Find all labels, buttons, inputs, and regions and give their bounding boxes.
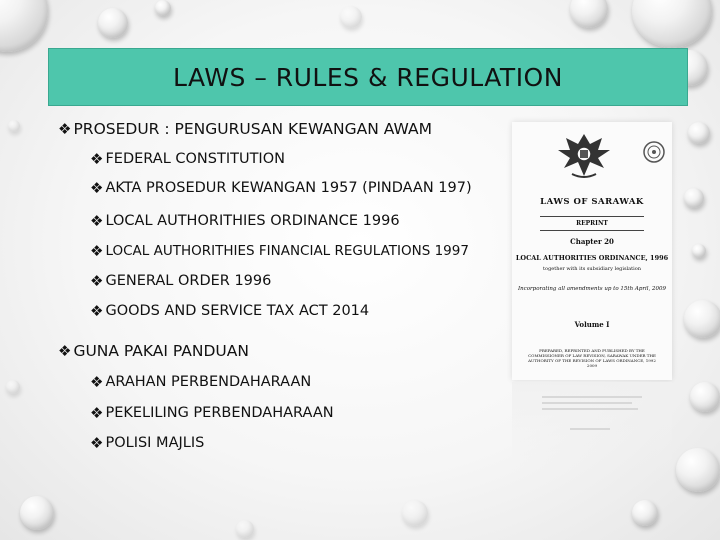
water-drop-decoration [155, 0, 171, 16]
divider [540, 230, 644, 231]
bullet-item [90, 374, 311, 390]
bullet-text: GOODS AND SERVICE TAX ACT 2014 [105, 303, 370, 319]
bullet-item [90, 180, 472, 196]
bullet-text: POLISI MAJLIS [105, 435, 205, 451]
diamond-bullet-icon: ❖ [90, 178, 104, 197]
bullet-item [58, 342, 249, 360]
bullet-text: PROSEDUR : PENGURUSAN KEWANGAN AWAM [73, 120, 432, 138]
bullet-item [90, 435, 204, 451]
bullet-item [90, 213, 400, 229]
water-drop-decoration [692, 244, 706, 258]
book-chapter: Chapter 20 [570, 237, 614, 246]
book-reflection [512, 382, 672, 472]
seal-icon [642, 140, 666, 164]
water-drop-decoration [402, 500, 428, 526]
diamond-bullet-icon: ❖ [90, 433, 104, 452]
book-reprint: REPRINT [576, 220, 608, 227]
slide-title: LAWS – RULES & REGULATION [173, 62, 563, 92]
book-heading: LAWS OF SARAWAK [540, 197, 644, 207]
water-drop-decoration [684, 300, 720, 338]
book-publisher-note: PREPARED, REPRINTED AND PUBLISHED BY THE COMMISSIONER OF LAW REVISION, SARAWAK UNDER THE AUTHORITY OF THE REVISION OF LAWS ORDINANCE, 1992 2009 [528, 348, 656, 368]
water-drop-decoration [0, 0, 48, 52]
bullet-item [90, 303, 369, 319]
water-drop-decoration [676, 448, 720, 492]
sarawak-crest-icon [554, 128, 614, 182]
bullet-text: AKTA PROSEDUR KEWANGAN 1957 (PINDAAN 197) [105, 180, 472, 196]
bullet-text: GUNA PAKAI PANDUAN [73, 342, 249, 360]
water-drop-decoration [6, 380, 20, 394]
bullet-text: ARAHAN PERBENDAHARAAN [105, 374, 312, 390]
bullet-item [90, 273, 271, 289]
water-drop-decoration [570, 0, 608, 28]
water-drop-decoration [236, 520, 254, 538]
water-drop-decoration [98, 8, 128, 38]
bullet-item [90, 243, 469, 259]
diamond-bullet-icon: ❖ [90, 372, 104, 391]
diamond-bullet-icon: ❖ [90, 301, 104, 320]
book-amendment-note: Incorporating all amendments up to 15th April, 2009 [517, 286, 667, 292]
book-subtitle: together with its subsidiary legislation [543, 266, 641, 272]
diamond-bullet-icon: ❖ [90, 211, 104, 230]
diamond-bullet-icon: ❖ [90, 403, 104, 422]
reflection-line [542, 408, 638, 410]
water-drop-decoration [690, 382, 720, 412]
water-drop-decoration [632, 500, 658, 526]
reflection-line [542, 396, 642, 398]
bullet-text: PEKELILING PERBENDAHARAAN [105, 405, 334, 421]
diamond-bullet-icon: ❖ [90, 149, 104, 168]
divider [540, 216, 644, 217]
bullet-text: FEDERAL CONSTITUTION [105, 151, 285, 167]
bullet-text: LOCAL AUTHORITHIES FINANCIAL REGULATIONS 1997 [105, 243, 469, 259]
diamond-bullet-icon: ❖ [90, 271, 104, 290]
diamond-bullet-icon: ❖ [90, 241, 104, 260]
diamond-bullet-icon: ❖ [58, 119, 72, 138]
book-ordinance-title: LOCAL AUTHORITIES ORDINANCE, 1996 [515, 254, 669, 262]
water-drop-decoration [632, 0, 712, 48]
reflection-line [570, 428, 610, 430]
reflection-line [542, 402, 632, 404]
water-drop-decoration [340, 6, 362, 28]
book-volume: Volume I [574, 320, 610, 329]
title-banner [48, 48, 688, 106]
bullet-text: LOCAL AUTHORITHIES ORDINANCE 1996 [105, 213, 400, 229]
bullet-item [90, 405, 334, 421]
bullet-text: GENERAL ORDER 1996 [105, 273, 272, 289]
water-drop-decoration [684, 188, 704, 208]
bullet-item [58, 120, 432, 138]
water-drop-decoration [688, 122, 710, 144]
water-drop-decoration [20, 496, 54, 530]
diamond-bullet-icon: ❖ [58, 341, 72, 360]
book-cover-image [512, 122, 672, 380]
water-drop-decoration [8, 120, 20, 132]
bullet-item [90, 151, 285, 167]
